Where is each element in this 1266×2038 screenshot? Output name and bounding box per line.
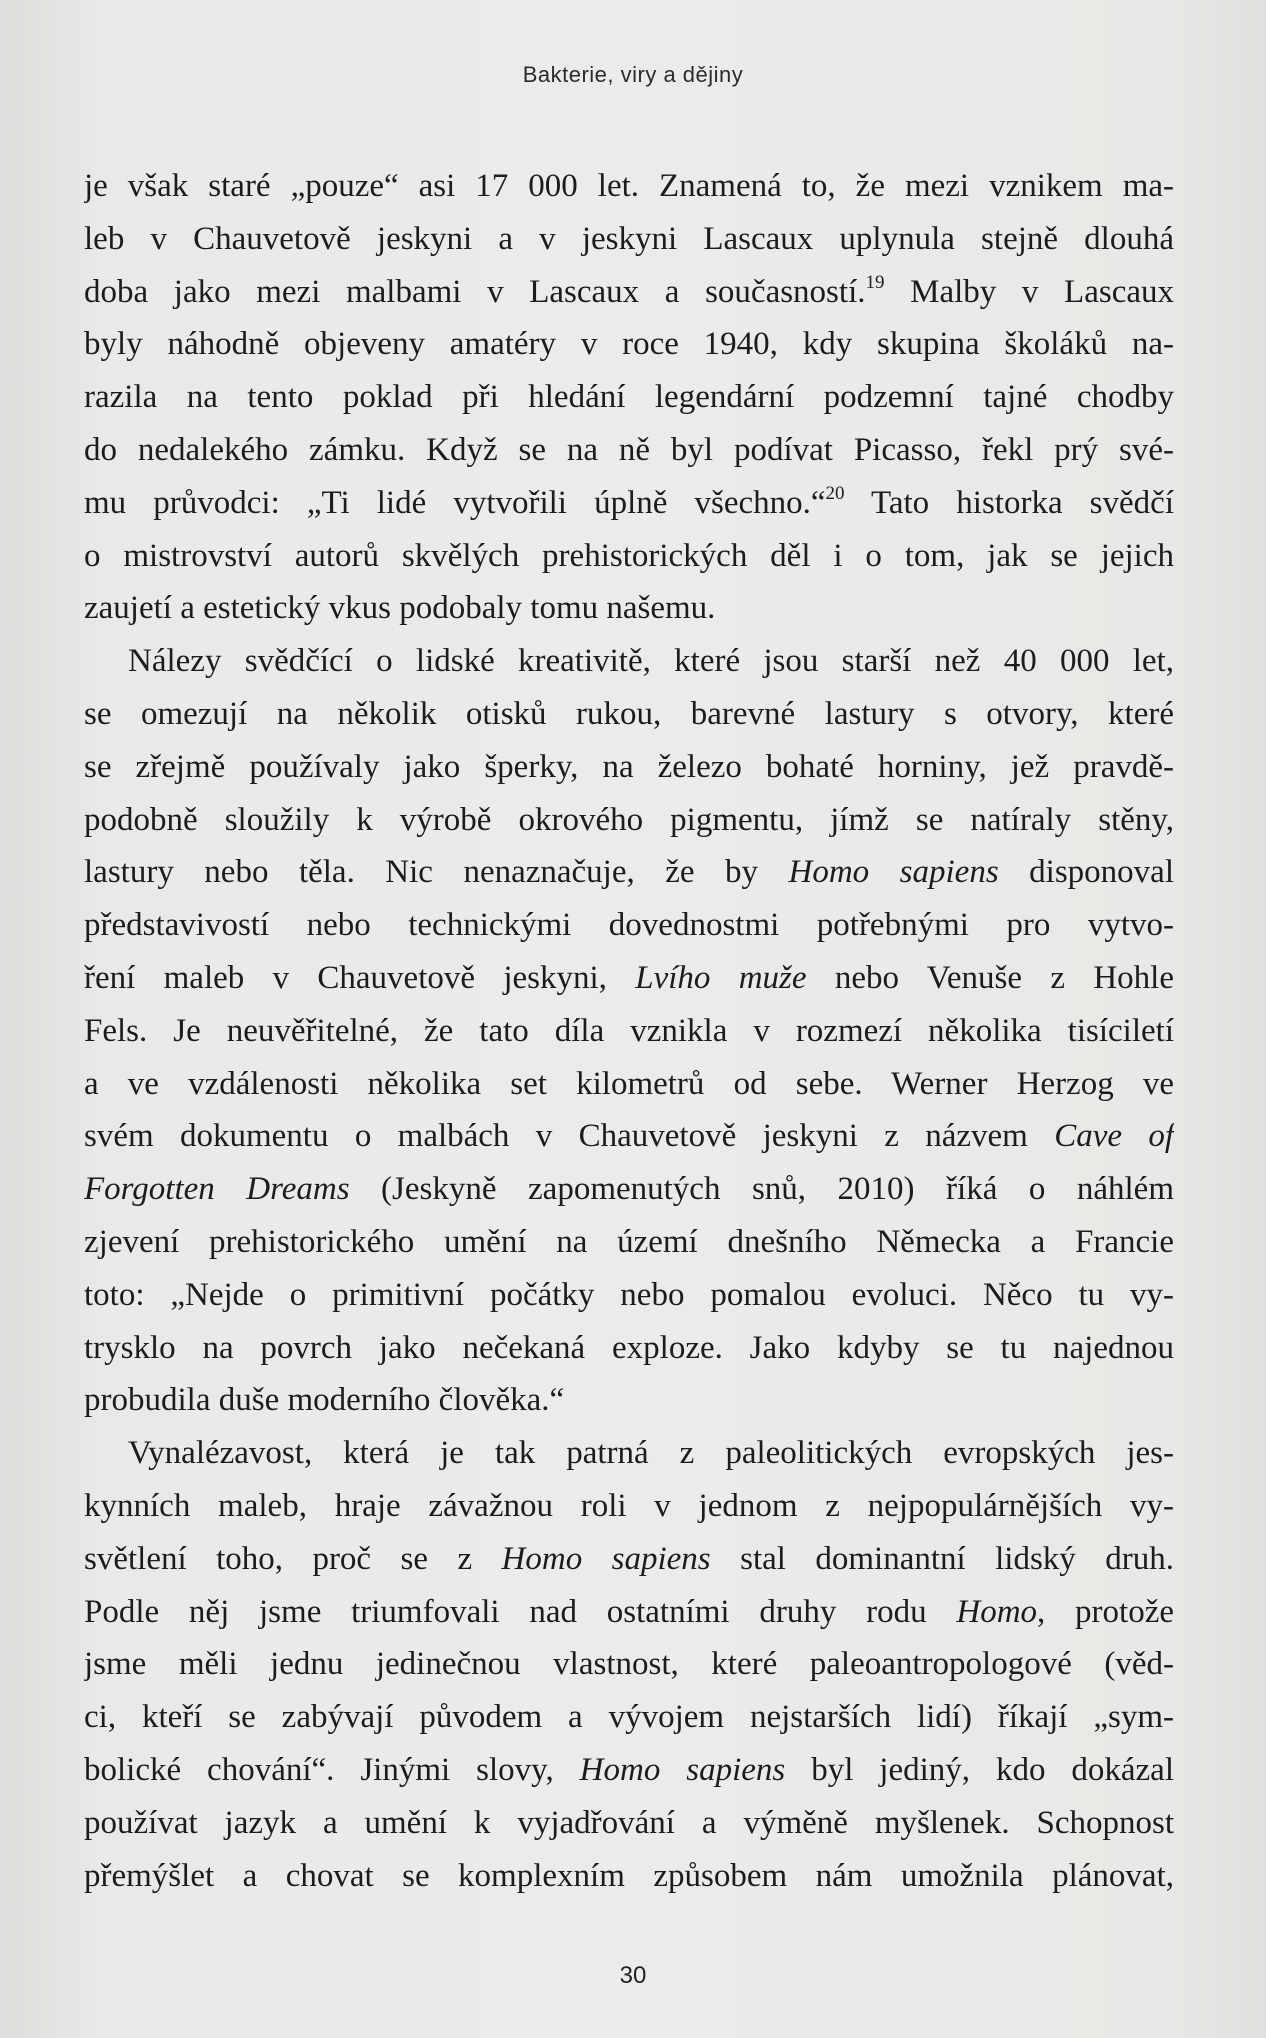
text-line [84,477,1174,530]
footnote-reference: 20 [825,482,845,504]
text-line [84,1163,1174,1216]
line-text: představivostí nebo technickými dovednostmi potřebnými pro vytvo- [84,907,1174,944]
italic-term: Forgotten Dreams [84,1171,350,1208]
text-line [84,1058,1174,1111]
italic-term: Homo sapiens [501,1540,711,1577]
line-text: ci, kteří se zabývají původem a vývojem nejstarších lidí) říkají „sym- [84,1699,1174,1736]
running-head: Bakterie, viry a dějiny [522,62,744,87]
line-text: ření maleb v Chauvetově jeskyni, [84,959,636,996]
text-line [84,1744,1174,1797]
line-text-after: Malby v Lascaux [884,273,1174,310]
line-text: toto: „Nejde o primitivní počátky nebo pomalou evoluci. Něco tu vy- [84,1276,1174,1313]
text-line [84,741,1174,794]
italic-term: Homo sapiens [579,1751,786,1788]
line-text: používat jazyk a umění k vyjadřování a výměně myšlenek. Schopnost [84,1804,1174,1841]
line-text: razila na tento poklad při hledání legendární podzemní tajné chodby [84,379,1174,416]
line-text: světlení toho, proč se z [84,1540,502,1577]
text-line [84,846,1174,899]
line-text: jsme měli jednu jedinečnou vlastnost, které paleoantropologové (věd- [84,1646,1174,1683]
text-line [84,1533,1174,1586]
body-text [84,160,1174,1902]
line-text: kynních maleb, hraje závažnou roli v jednom z nejpopulárnějších vy- [84,1487,1174,1524]
text-line [84,1691,1174,1744]
line-text: trysklo na povrch jako nečekaná exploze. Jako kdyby se tu najednou [84,1329,1174,1366]
line-text-after: (Jeskyně zapomenutých snů, 2010) říká o náhlém [349,1171,1174,1208]
line-text: Fels. Je neuvěřitelné, že tato díla vznikla v rozmezí několika tisíciletí [84,1012,1174,1049]
text-line [84,530,1174,583]
line-text: zaujetí a estetický vkus podobaly tomu našemu. [84,590,716,627]
italic-term: Homo sapiens [788,854,999,891]
line-text: přemýšlet a chovat se komplexním způsobem nám umožnila plánovat, [84,1857,1174,1894]
text-line [84,1797,1174,1850]
text-line [84,266,1174,319]
text-line [84,213,1174,266]
line-text: zjevení prehistorického umění na území dnešního Německa a Francie [84,1223,1174,1260]
text-line [84,1269,1174,1322]
line-text: leb v Chauvetově jeskyni a v jeskyni Lascaux uplynula stejně dlouhá [84,220,1174,257]
text-line [84,1005,1174,1058]
text-line [84,160,1174,213]
line-text: se omezují na několik otisků rukou, barevné lastury s otvory, které [84,695,1174,732]
line-text-after: , protože [1037,1593,1174,1630]
italic-term: Lvího muže [635,959,807,996]
page-number: 30 [619,1962,647,1989]
text-line [84,635,1174,688]
line-text: se zřejmě používaly jako šperky, na železo bohaté horniny, jež pravdě- [84,748,1174,785]
footnote-reference: 19 [865,271,885,293]
line-text: je však staré „pouze“ asi 17 000 let. Znamená to, že mezi vznikem ma- [84,168,1174,204]
text-line [84,1427,1174,1480]
text-line [84,1110,1174,1163]
text-line [84,1374,1174,1427]
text-line [84,1322,1174,1375]
italic-term: Homo [956,1593,1038,1630]
line-text: podobně sloužily k výrobě okrového pigmentu, jímž se natíraly stěny, [84,801,1174,838]
line-text: byly náhodně objeveny amatéry v roce 1940, kdy skupina školáků na- [84,326,1174,363]
text-line [84,899,1174,952]
line-text: bolické chování“. Jinými slovy, [84,1751,580,1788]
line-text: svém dokumentu o malbách v Chauvetově jeskyni z názvem [84,1118,1055,1155]
line-text: Podle něj jsme triumfovali nad ostatními druhy rodu [84,1593,957,1630]
line-text: Nálezy svědčící o lidské kreativitě, které jsou starší než 40 000 let, [128,643,1174,680]
text-line [84,688,1174,741]
text-line [84,424,1174,477]
line-text: do nedalekého zámku. Když se na ně byl podívat Picasso, řekl prý své- [84,431,1174,468]
line-text-after: stal dominantní lidský druh. [710,1540,1174,1577]
text-line [84,371,1174,424]
text-line [84,1480,1174,1533]
text-line [84,1638,1174,1691]
line-text: probudila duše moderního člověka.“ [84,1382,565,1419]
line-text-after: Tato historka svědčí [844,484,1174,521]
text-line [84,794,1174,847]
text-line [84,1586,1174,1639]
text-line [84,952,1174,1005]
line-text: Vynalézavost, která je tak patrná z paleolitických evropských jes- [128,1435,1174,1472]
line-text-after: byl jediný, kdo dokázal [785,1751,1174,1788]
line-text-after: disponoval [998,854,1174,891]
italic-term: Cave of [1054,1118,1174,1155]
line-text: lastury nebo těla. Nic nenaznačuje, že by [84,854,789,891]
line-text: a ve vzdálenosti několika set kilometrů od sebe. Werner Herzog ve [84,1065,1174,1102]
line-text-after: nebo Venuše z Hohle [806,959,1174,996]
line-text: doba jako mezi malbami v Lascaux a současností. [84,273,866,310]
text-line [84,1216,1174,1269]
text-line [84,1850,1174,1903]
text-line [84,318,1174,371]
line-text: mu průvodci: „Ti lidé vytvořili úplně všechno.“ [84,484,826,521]
line-text: o mistrovství autorů skvělých prehistorických děl i o tom, jak se jejich [84,537,1174,574]
text-line [84,582,1174,635]
